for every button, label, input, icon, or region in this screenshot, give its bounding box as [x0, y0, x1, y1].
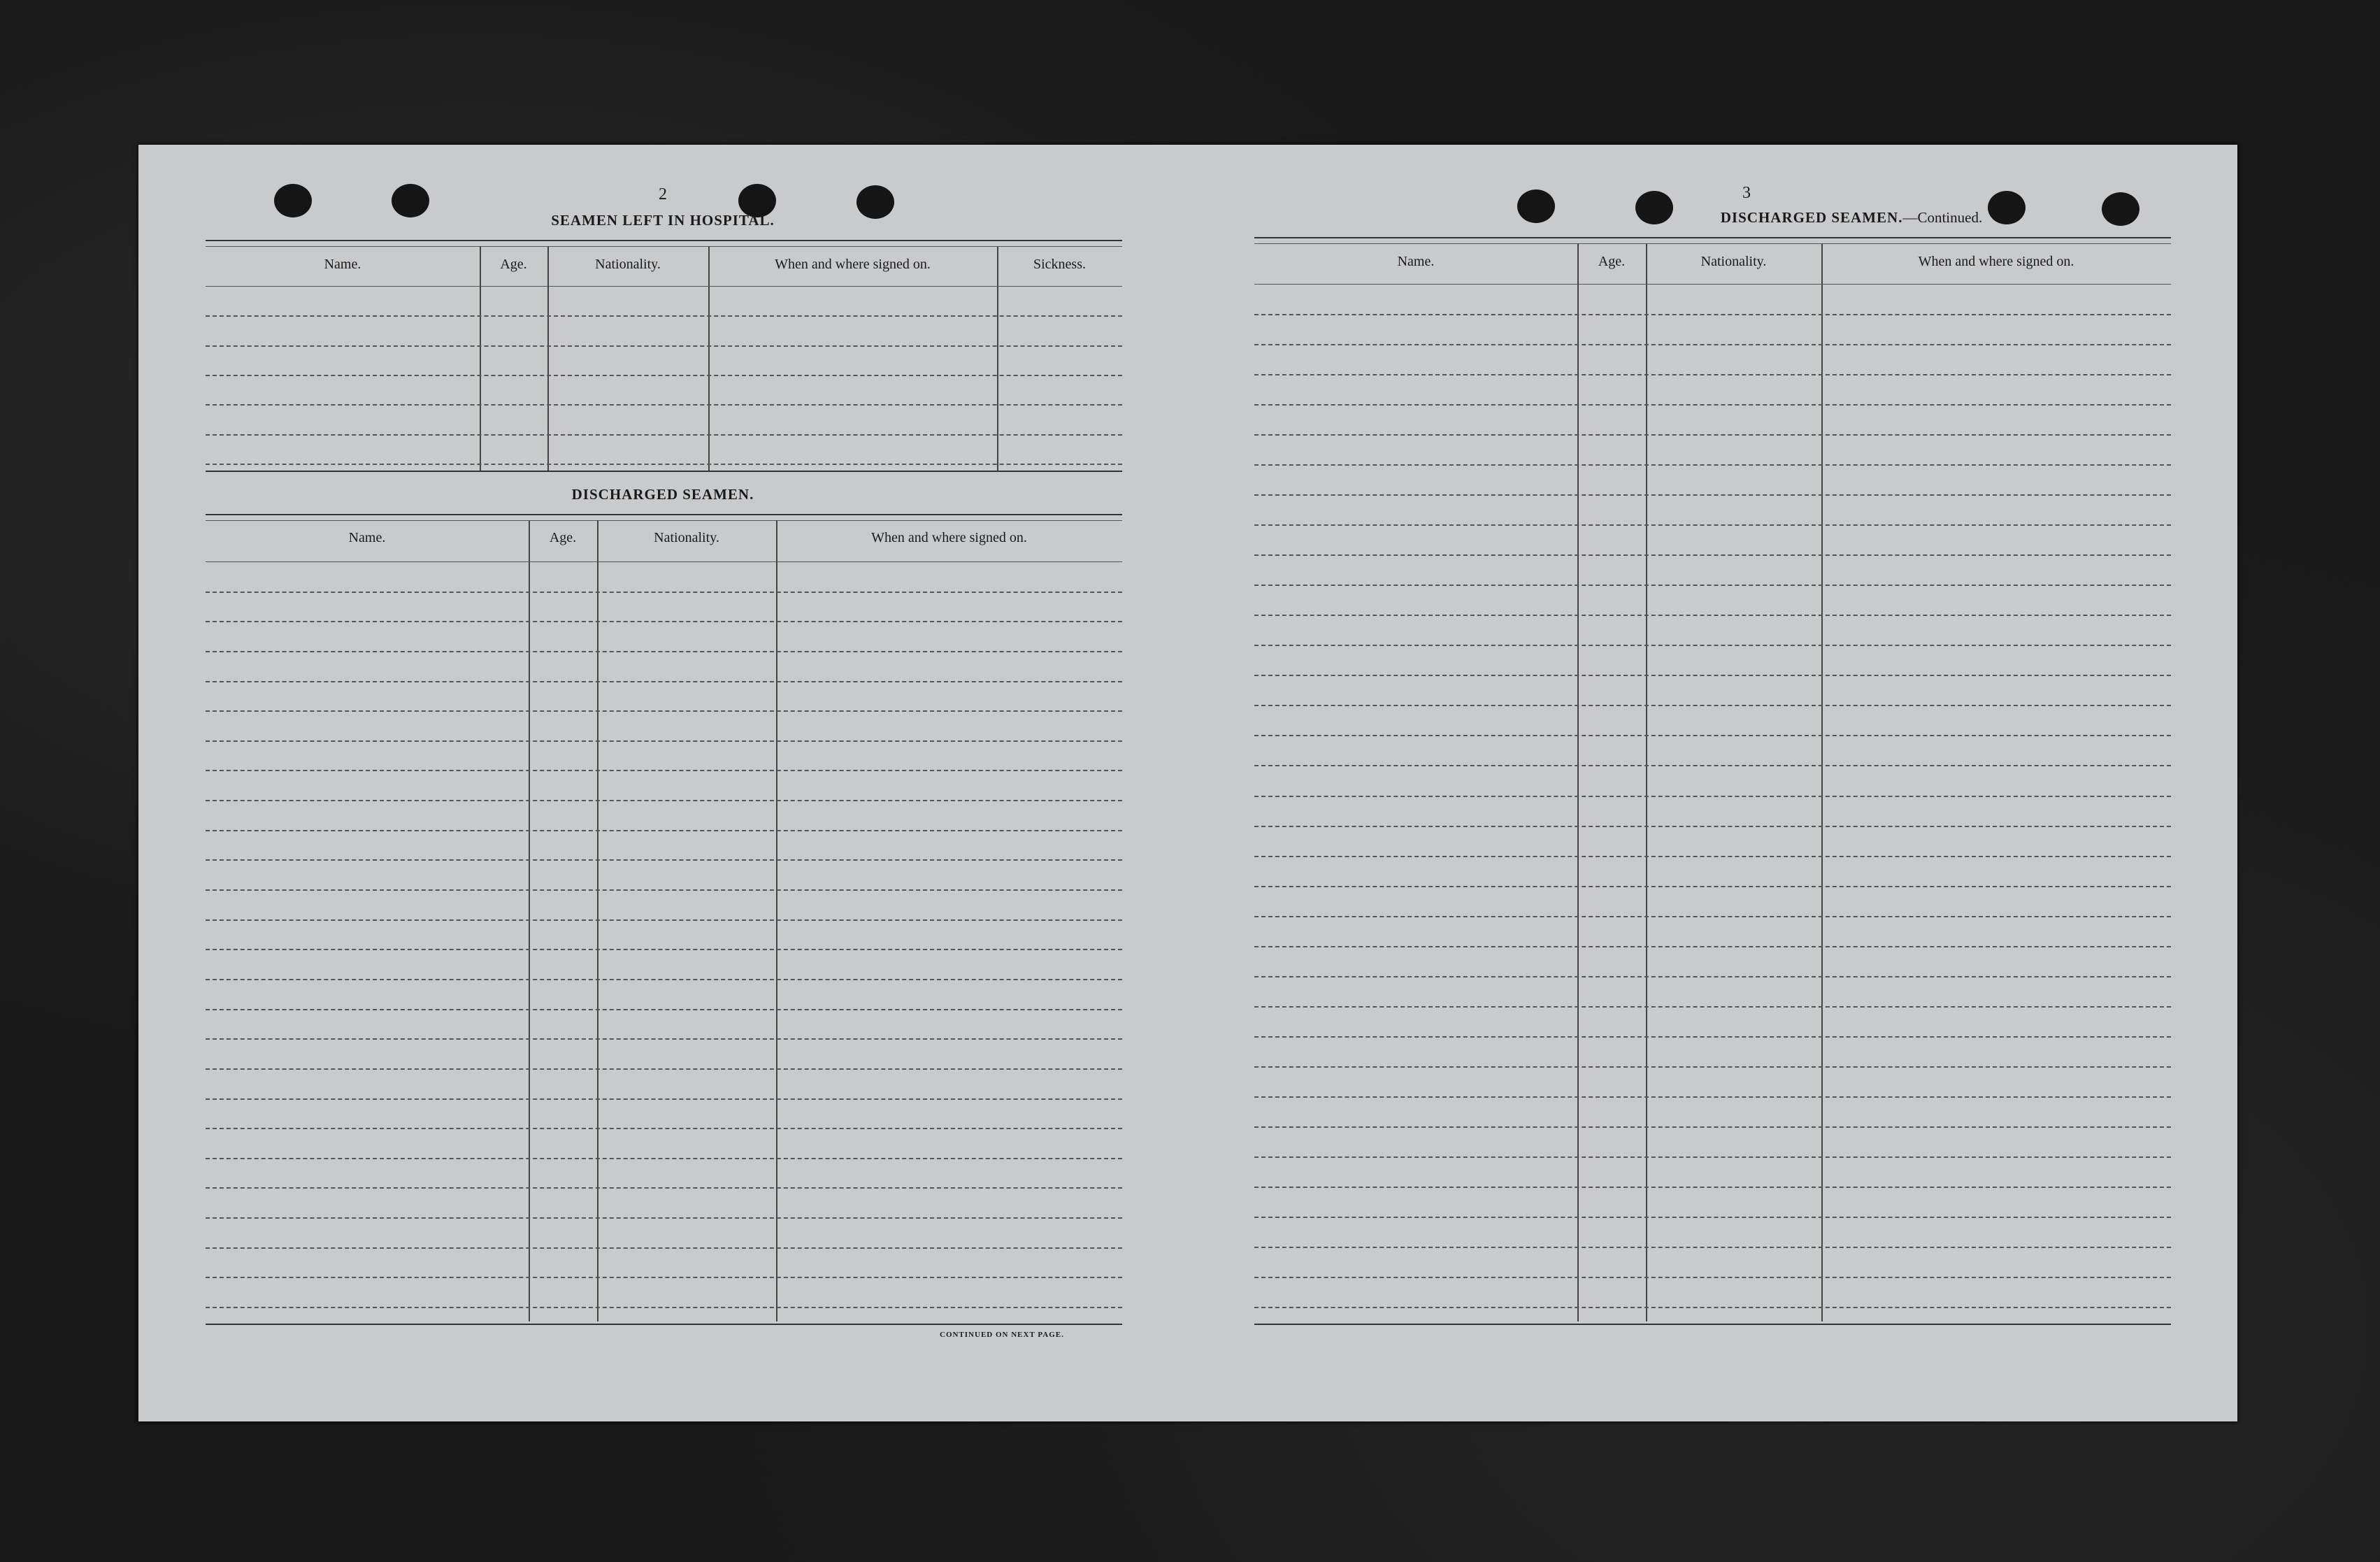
entry-row	[1254, 494, 2171, 496]
column-divider	[597, 520, 598, 1321]
entry-row	[206, 434, 1122, 436]
column-divider	[480, 246, 481, 471]
entry-row	[1254, 374, 2171, 375]
entry-row	[206, 740, 1122, 742]
top-rule	[206, 240, 1122, 241]
entry-row	[1254, 1006, 2171, 1008]
entry-row	[1254, 735, 2171, 736]
section-title-discharged-continued	[1677, 209, 2026, 227]
column-divider	[776, 520, 777, 1321]
entry-row	[1254, 1126, 2171, 1128]
column-header: Nationality.	[1700, 254, 1767, 269]
entry-row	[1254, 1066, 2171, 1068]
section-title-discharged: DISCHARGED SEAMEN.	[571, 486, 754, 503]
entry-row	[206, 949, 1122, 950]
entry-row	[206, 404, 1122, 406]
entry-row	[206, 464, 1122, 465]
entry-row	[206, 1068, 1122, 1070]
entry-row	[206, 1247, 1122, 1249]
column-header: Sickness.	[1033, 257, 1086, 272]
entry-row	[206, 1009, 1122, 1010]
entry-row	[1254, 796, 2171, 797]
entry-row	[1254, 464, 2171, 466]
entry-row	[206, 345, 1122, 347]
entry-row	[1254, 585, 2171, 586]
entry-row	[1254, 1307, 2171, 1308]
entry-row	[1254, 675, 2171, 676]
page-number: 3	[1742, 184, 1751, 202]
entry-row	[206, 770, 1122, 771]
column-header: Age.	[1598, 254, 1626, 269]
entry-row	[206, 889, 1122, 891]
entry-row	[206, 681, 1122, 682]
column-header: When and where signed on.	[871, 530, 1027, 545]
column-header: Nationality.	[654, 530, 719, 545]
entry-row	[1254, 554, 2171, 556]
column-divider	[997, 246, 998, 471]
column-header: Name.	[348, 530, 386, 545]
entry-row	[206, 651, 1122, 652]
entry-row	[1254, 314, 2171, 315]
entry-row	[1254, 1277, 2171, 1278]
section-rule	[206, 471, 1122, 472]
section-rule	[206, 514, 1122, 515]
continued-note: CONTINUED ON NEXT PAGE.	[940, 1331, 1064, 1339]
entry-row	[1254, 1217, 2171, 1218]
bottom-rule	[1254, 1324, 2171, 1325]
entry-row	[1254, 524, 2171, 526]
entry-row	[206, 919, 1122, 921]
entry-row	[206, 710, 1122, 712]
entry-row	[206, 1158, 1122, 1159]
column-header: Nationality.	[595, 257, 661, 272]
header-rule	[206, 561, 1122, 562]
entry-row	[206, 1038, 1122, 1040]
entry-row	[206, 1128, 1122, 1129]
entry-row	[1254, 976, 2171, 977]
entry-row	[1254, 1036, 2171, 1038]
ledger-sheet	[138, 145, 2237, 1421]
column-divider	[547, 246, 549, 471]
top-rule	[1254, 237, 2171, 238]
column-header: When and where signed on.	[1918, 254, 2074, 269]
entry-row	[206, 592, 1122, 593]
column-divider	[529, 520, 530, 1321]
entry-row	[1254, 705, 2171, 706]
header-rule	[206, 286, 1122, 287]
entry-row	[1254, 946, 2171, 947]
column-header: When and where signed on.	[775, 257, 931, 272]
bottom-rule	[206, 1324, 1122, 1325]
column-divider	[708, 246, 710, 471]
entry-row	[1254, 916, 2171, 917]
entry-row	[1254, 886, 2171, 887]
header-rule	[1254, 284, 2171, 285]
entry-row	[206, 1307, 1122, 1308]
entry-row	[206, 979, 1122, 980]
page-number: 2	[659, 185, 667, 203]
entry-row	[1254, 1156, 2171, 1158]
section-title-hospital: SEAMEN LEFT IN HOSPITAL.	[551, 212, 775, 229]
entry-row	[1254, 615, 2171, 616]
column-header: Age.	[549, 530, 577, 545]
entry-row	[1254, 1187, 2171, 1188]
title-suffix: —Continued.	[1902, 209, 1983, 226]
entry-row	[206, 1187, 1122, 1189]
entry-row	[206, 830, 1122, 831]
entry-row	[206, 859, 1122, 861]
entry-row	[1254, 645, 2171, 646]
entry-row	[206, 1098, 1122, 1100]
entry-row	[1254, 1096, 2171, 1098]
column-header: Name.	[324, 257, 361, 272]
top-rule	[206, 246, 1122, 247]
entry-row	[1254, 826, 2171, 827]
right-page	[1187, 145, 2237, 1421]
entry-row	[1254, 344, 2171, 345]
column-header: Age.	[500, 257, 527, 272]
top-rule	[1254, 243, 2171, 244]
entry-row	[1254, 404, 2171, 406]
entry-row	[206, 315, 1122, 317]
entry-row	[206, 621, 1122, 622]
title-main: DISCHARGED SEAMEN.	[1720, 209, 1903, 226]
column-header: Name.	[1397, 254, 1435, 269]
entry-row	[206, 375, 1122, 376]
entry-row	[1254, 765, 2171, 766]
section-rule	[206, 520, 1122, 521]
entry-row	[1254, 1247, 2171, 1248]
left-page	[138, 145, 1187, 1421]
entry-row	[1254, 856, 2171, 857]
entry-row	[206, 1217, 1122, 1219]
entry-row	[206, 1277, 1122, 1278]
entry-row	[1254, 434, 2171, 436]
entry-row	[206, 800, 1122, 801]
